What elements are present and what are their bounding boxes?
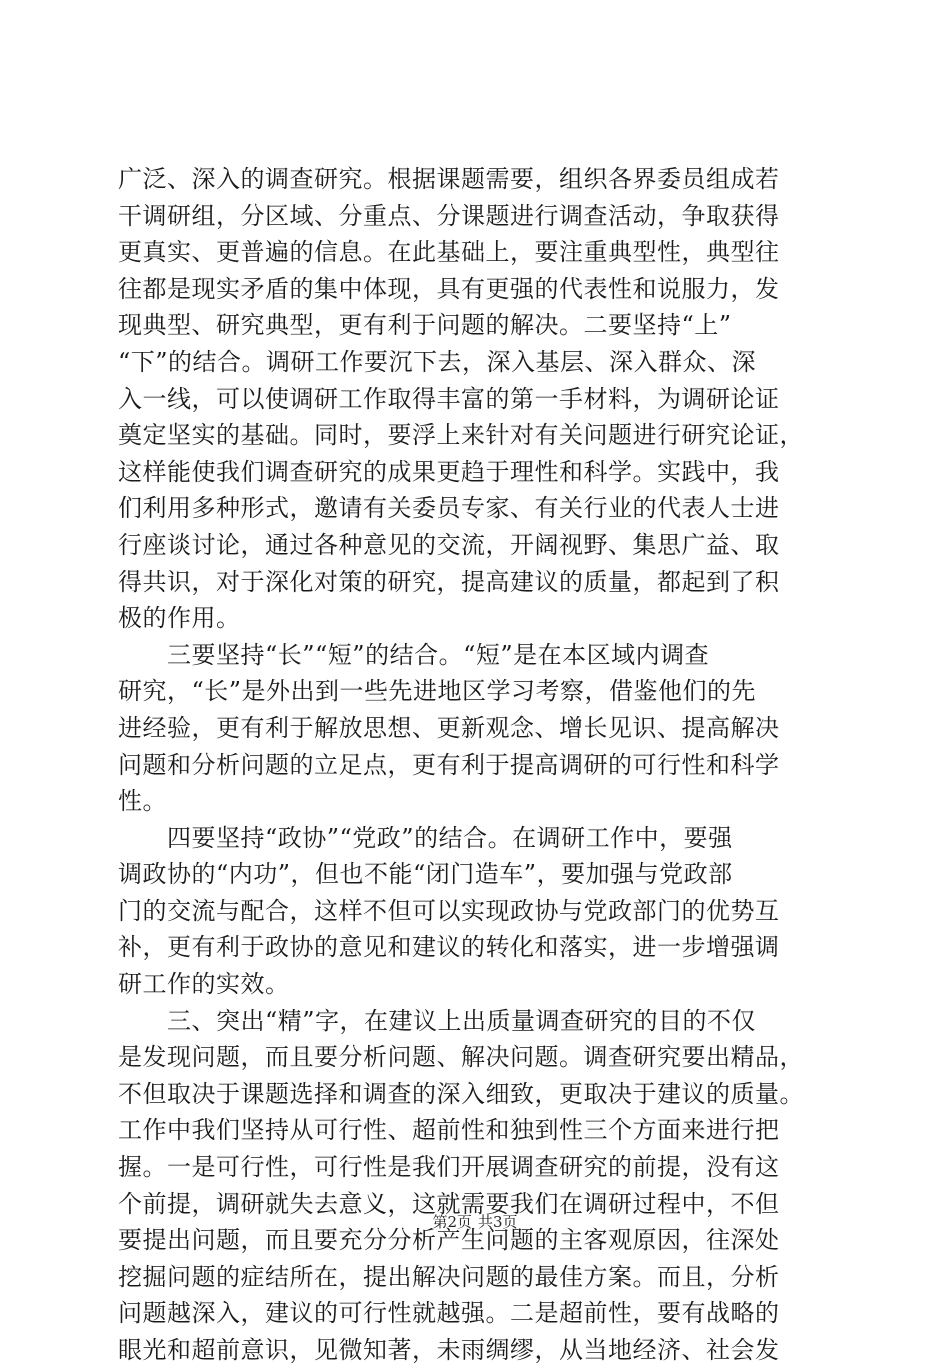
text-line: “下”的结合。调研工作要沉下去，深入基层、深入群众、深 [118, 347, 757, 376]
page-footer [0, 1212, 950, 1232]
text-line: 补，更有利于政协的意见和建议的转化和落实，进一步增强调 [118, 933, 780, 962]
text-line: 握。一是可行性，可行性是我们开展调查研究的前提，没有这 [118, 1153, 780, 1182]
text-line: 眼光和超前意识，见微知著，未雨绸缪，从当地经济、社会发 [118, 1336, 780, 1364]
text-line: 得共识，对于深化对策的研究，提高建议的质量，都起到了积 [118, 567, 780, 596]
text-line: 挖掘问题的症结所在，提出解决问题的最佳方案。而且，分析 [118, 1262, 780, 1291]
text-line: 行座谈讨论，通过各种意见的交流，开阔视野、集思广益、取 [118, 530, 780, 559]
text-line: 四要坚持“政协”“党政”的结合。在调研工作中，要强 [118, 823, 733, 852]
text-line: 这样能使我们调查研究的成果更趋于理性和科学。实践中，我 [118, 457, 780, 486]
text-line: 调政协的“内功”，但也不能“闭门造车”，要加强与党政部 [118, 860, 733, 889]
text-line: 极的作用。 [118, 604, 241, 633]
text-line: 往都是现实矛盾的集中体现，具有更强的代表性和说服力，发 [118, 274, 780, 303]
text-line: 问题和分析问题的立足点，更有利于提高调研的可行性和科学 [118, 750, 780, 779]
text-line: 是发现问题，而且要分析问题、解决问题。调查研究要出精品， [118, 1043, 804, 1072]
text-line: 研工作的实效。 [118, 970, 290, 999]
text-line: 进经验，更有利于解放思想、更新观念、增长见识、提高解决 [118, 713, 780, 742]
text-line: 广泛、深入的调查研究。根据课题需要，组织各界委员组成若 [118, 165, 780, 193]
text-line: 性。 [118, 787, 167, 816]
text-line: 们利用多种形式，邀请有关委员专家、有关行业的代表人士进 [118, 494, 780, 523]
text-line: 奠定坚实的基础。同时，要浮上来针对有关问题进行研究论证， [118, 421, 804, 450]
text-line: 现典型、研究典型，更有利于问题的解决。二要坚持“上” [118, 311, 732, 340]
text-line: 要提出问题，而且要充分分析产生问题的主客观原因，往深处 [118, 1226, 780, 1255]
text-line: 问题越深入，建议的可行性就越强。二是超前性，要有战略的 [118, 1299, 780, 1328]
text-line: 门的交流与配合，这样不但可以实现政协与党政部门的优势互 [118, 896, 780, 925]
text-line: 不但取决于课题选择和调查的深入细致，更取决于建议的质量。 [118, 1079, 804, 1108]
text-line: 个前提，调研就失去意义，这就需要我们在调研过程中，不但 [118, 1189, 780, 1218]
page-number: 第2页 [432, 1213, 472, 1231]
text-line: 研究，“长”是外出到一些先进地区学习考察，借鉴他们的先 [118, 677, 757, 706]
text-line: 入一线，可以使调研工作取得丰富的第一手材料，为调研论证 [118, 384, 780, 413]
body-text [118, 161, 838, 1369]
text-line: 工作中我们坚持从可行性、超前性和独到性三个方面来进行把 [118, 1116, 780, 1145]
text-line: 三、突出“精”字，在建议上出质量调查研究的目的不仅 [118, 1006, 757, 1035]
text-line: 三要坚持“长”“短”的结合。“短”是在本区域内调查 [118, 640, 710, 669]
page-total: 共3页 [478, 1213, 518, 1231]
text-line: 干调研组，分区域、分重点、分课题进行调查活动，争取获得 [118, 201, 780, 230]
text-line: 更真实、更普遍的信息。在此基础上，要注重典型性，典型往 [118, 238, 780, 267]
